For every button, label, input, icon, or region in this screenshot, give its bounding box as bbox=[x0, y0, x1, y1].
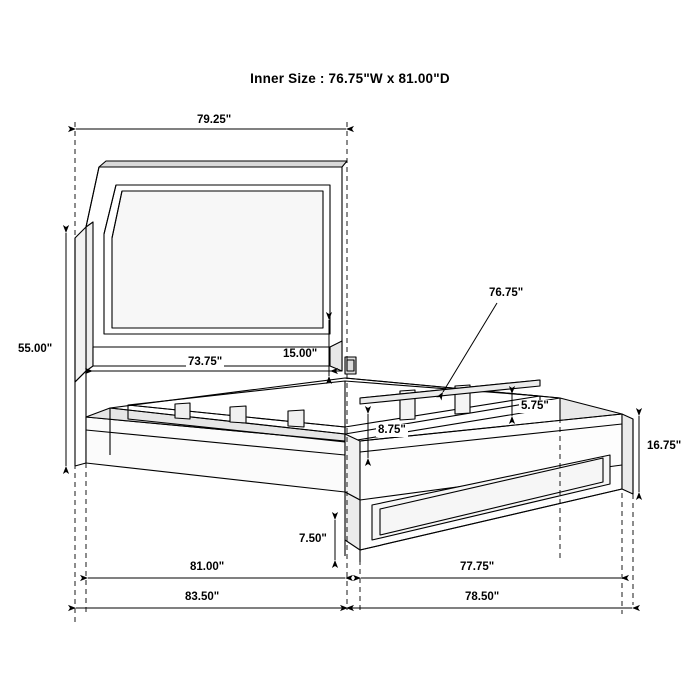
dimension-bed-outer-length: 83.50" bbox=[185, 591, 220, 603]
dimension-side-view-width-outer: 78.50" bbox=[465, 591, 500, 603]
page-title: Inner Size : 76.75"W x 81.00"D bbox=[250, 71, 450, 86]
dimension-rail-to-slat-top: 5.75" bbox=[521, 400, 549, 412]
dimension-headboard-panel-width: 73.75" bbox=[188, 356, 223, 368]
dimension-slat-height: 8.75" bbox=[378, 424, 406, 436]
dimension-overall-height: 55.00" bbox=[18, 343, 53, 355]
dimension-floor-clearance: 7.50" bbox=[299, 533, 327, 545]
dimension-side-rail-length: 76.75" bbox=[489, 287, 524, 299]
dimension-headboard-to-rail: 15.00" bbox=[283, 348, 318, 360]
dimension-bed-inner-length: 81.00" bbox=[190, 561, 225, 573]
dimension-footboard-height: 16.75" bbox=[647, 440, 682, 452]
dimension-side-view-width-inner: 77.75" bbox=[460, 561, 495, 573]
dimension-headboard-outer-width: 79.25" bbox=[197, 114, 232, 126]
